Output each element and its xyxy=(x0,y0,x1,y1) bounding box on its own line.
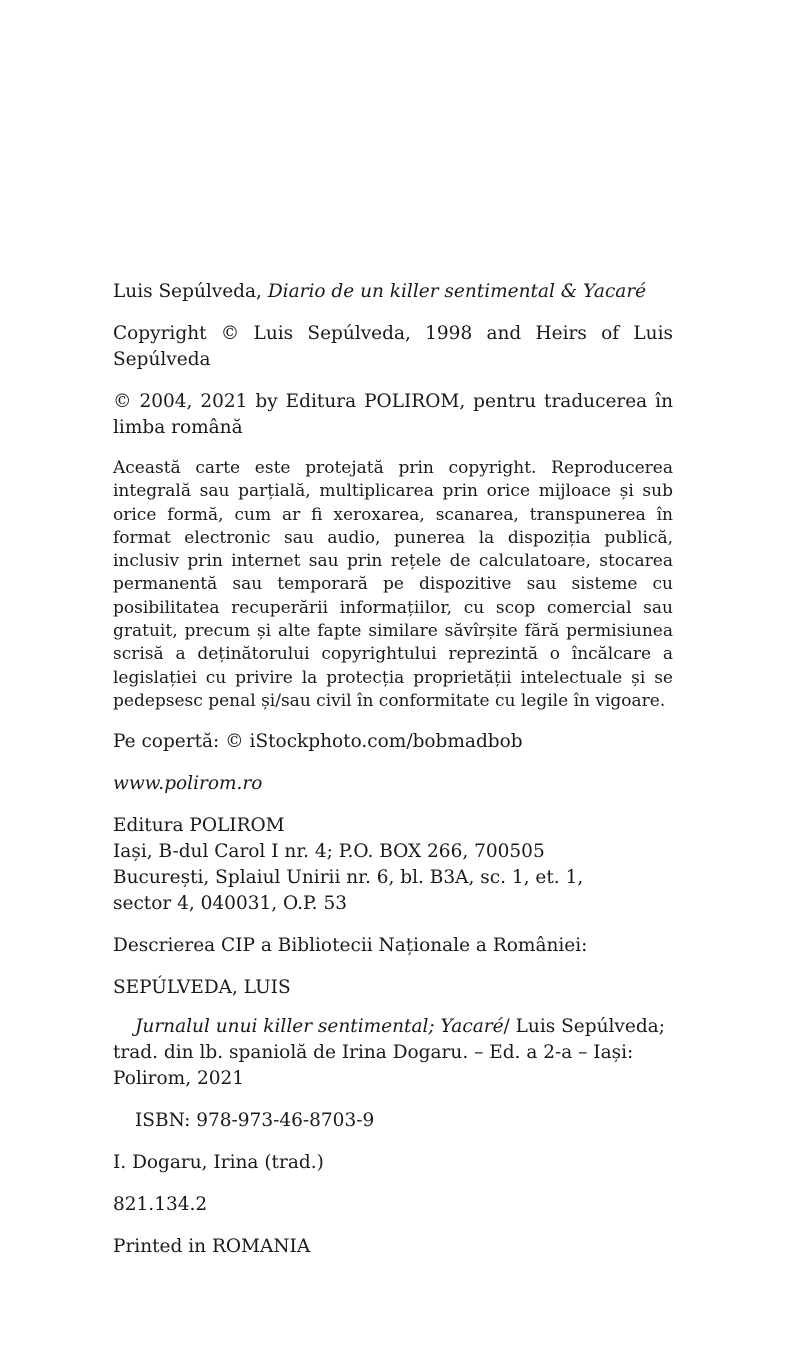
copyright-page xyxy=(113,279,673,1260)
cip-title-italic: Jurnalul unui killer sentimental; Yacaré xyxy=(135,1016,504,1038)
publisher-address-block xyxy=(113,813,673,917)
legal-notice: Această carte este protejată prin copyright. Reproducerea integrală sau parțială, multiplicarea prin orice mijloace și sub orice formă, cum ar fi xeroxarea, scanarea, transpunerea în format electronic sau audio, punerea la dispoziția publică, inclusiv prin internet sau prin rețele de calculatoare, stocarea permanentă sau temporară pe dispozitive sau sisteme cu posibilitatea recuperării informațiilor, cu scop comercial sau gratuit, precum și alte fapte similare săvîrșite fără permisiunea scrisă a deținătorului copyrightului reprezintă o încălcare a legislației cu privire la protecția proprietății intelectuale și se pedepsesc penal și/sau civil în conformitate cu legile în vigoare. xyxy=(113,458,673,711)
original-title: Diario de un killer sentimental & Yacaré xyxy=(267,281,647,302)
cip-title-entry xyxy=(113,1014,673,1092)
classification-number: 821.134.2 xyxy=(113,1194,208,1216)
publisher-name: Editura POLIROM xyxy=(113,815,285,837)
address-bucuresti-line-1: București, Splaiul Unirii nr. 6, bl. B3A, sc. 1, et. 1, xyxy=(113,867,584,889)
original-work-line xyxy=(113,279,673,305)
cip-author-heading: SEPÚLVEDA, LUIS xyxy=(113,977,291,999)
cip-heading: Descrierea CIP a Bibliotecii Naționale a României: xyxy=(113,935,588,957)
publisher-website: www.polirom.ro xyxy=(113,773,263,795)
cip-title-rest: / Luis Sepúlveda; trad. din lb. spaniolă de Irina Dogaru. – Ed. a 2-a – Iași: Polirom, 2021 xyxy=(113,1016,665,1090)
translator-entry: I. Dogaru, Irina (trad.) xyxy=(113,1152,324,1174)
address-iasi: Iași, B-dul Carol I nr. 4; P.O. BOX 266, 700505 xyxy=(113,841,545,863)
copyright-line: Copyright © Luis Sepúlveda, 1998 and Heirs of Luis Sepúlveda xyxy=(113,323,673,370)
translation-rights: © 2004, 2021 by Editura POLIROM, pentru traducerea în limba română xyxy=(113,391,673,438)
printed-in: Printed in ROMANIA xyxy=(113,1236,311,1258)
address-bucuresti-line-2: sector 4, 040031, O.P. 53 xyxy=(113,893,347,915)
cover-credit: Pe copertă: © iStockphoto.com/bobmadbob xyxy=(113,731,523,753)
isbn: ISBN: 978-973-46-8703-9 xyxy=(135,1110,375,1132)
original-author: Luis Sepúlveda, xyxy=(113,281,262,302)
